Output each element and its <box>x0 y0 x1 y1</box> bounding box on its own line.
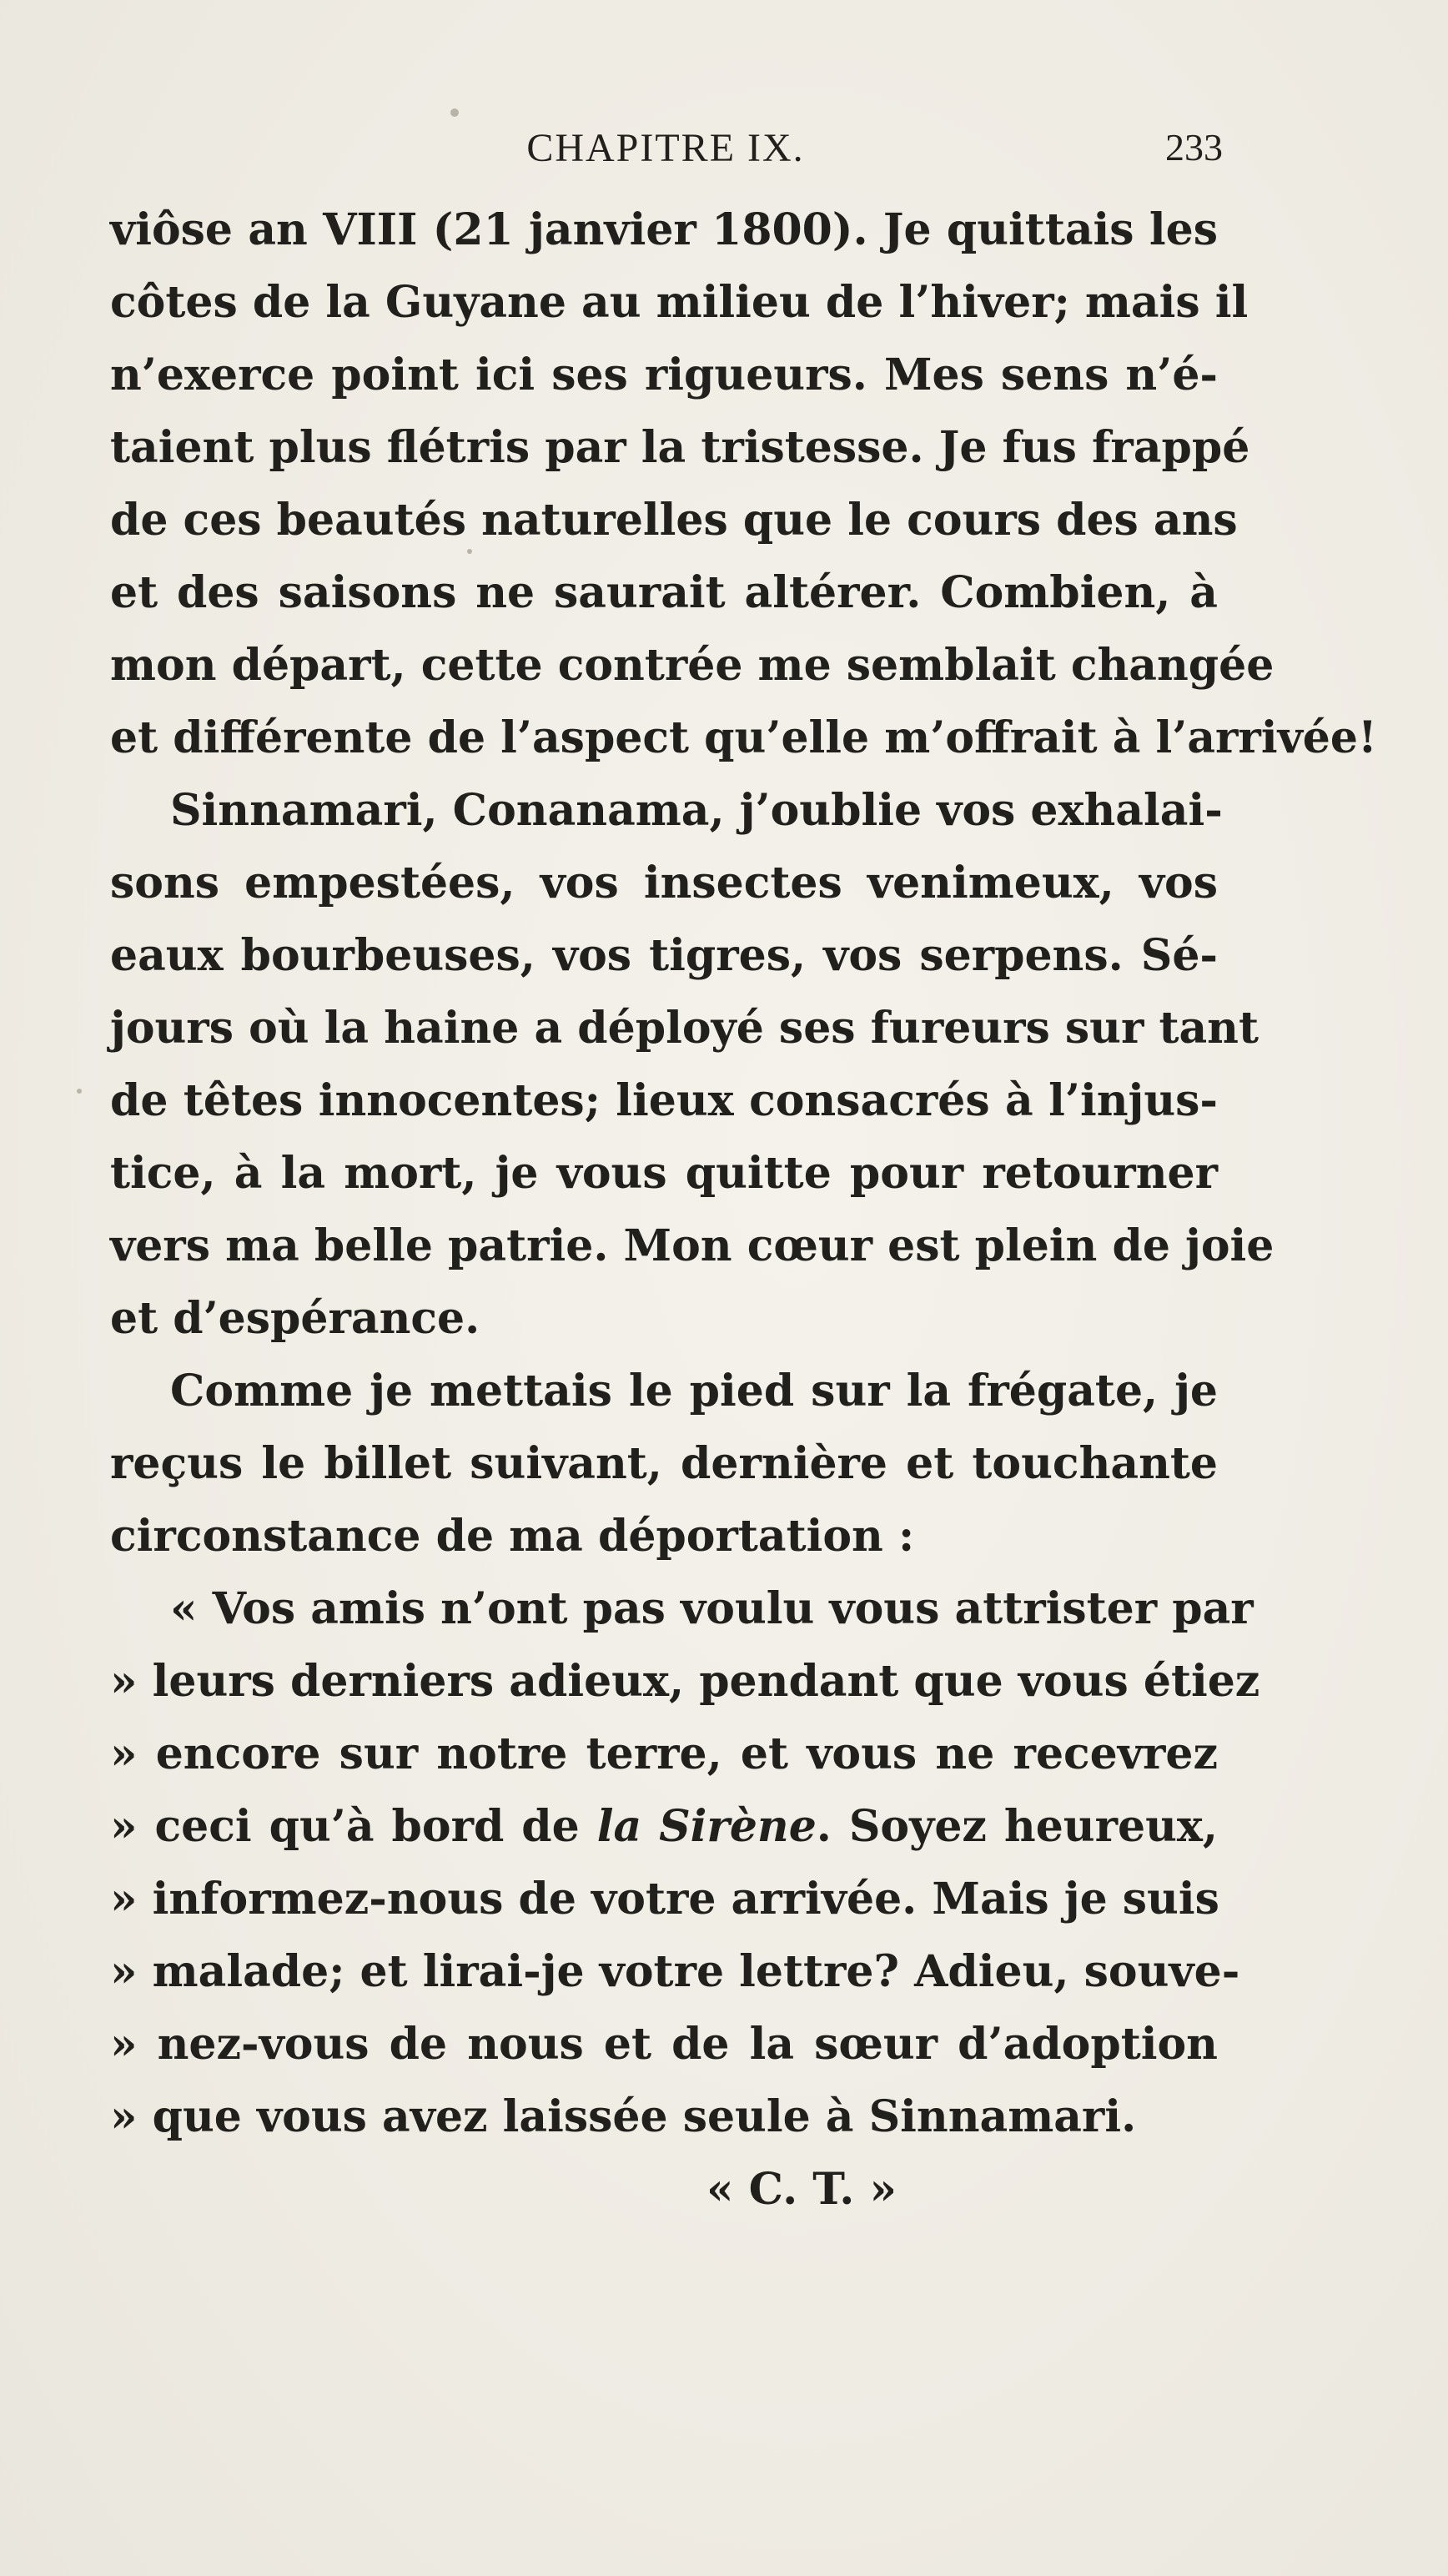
text-line: vers ma belle patrie. Mon cœur est plein de joie <box>110 1220 1275 1271</box>
text-line: de ces beautés naturelles que le cours des ans <box>110 495 1238 546</box>
page-number: 233 <box>1165 126 1223 169</box>
text-line: Sinnamari, Conanama, j’oublie vos exhalai- <box>170 785 1223 836</box>
body-text <box>110 194 1377 2226</box>
text-line: et d’espérance. <box>110 1293 480 1344</box>
text-line: » malade; et lirai-je votre lettre? Adieu, souve- <box>110 1946 1240 1997</box>
chapter-title: CHAPITRE IX. <box>526 126 805 170</box>
text-line: taient plus flétris par la tristesse. Je fus frappé <box>110 422 1250 473</box>
text-line: viôse an VIII (21 janvier 1800). Je quittais les <box>110 204 1218 255</box>
text-line: côtes de la Guyane au milieu de l’hiver; mais il <box>110 277 1249 328</box>
text-line: » nez-vous de nous et de la sœur d’adoption <box>110 2019 1218 2070</box>
text-line: « Vos amis n’ont pas voulu vous attrister par <box>170 1583 1254 1634</box>
text-line: circonstance de ma déportation : <box>110 1511 915 1562</box>
text-line: et des saisons ne saurait altérer. Combien, à <box>110 567 1218 618</box>
text-line: n’exerce point ici ses rigueurs. Mes sens n’é- <box>110 350 1218 400</box>
text-line: eaux bourbeuses, vos tigres, vos serpens. Sé- <box>110 930 1218 981</box>
ship-name: la Sirène <box>596 1801 817 1852</box>
text-line: » leurs derniers adieux, pendant que vous étiez <box>110 1656 1260 1707</box>
signature: « C. T. » <box>706 2164 897 2215</box>
text-line: » informez-nous de votre arrivée. Mais je suis <box>110 1874 1219 1924</box>
text-line: Comme je mettais le pied sur la frégate, je <box>170 1366 1218 1416</box>
paper-speck <box>450 108 459 117</box>
text-line: mon départ, cette contrée me semblait changée <box>110 640 1275 691</box>
paper-speck <box>77 1089 82 1094</box>
text-line: » ceci qu’à bord de la Sirène. Soyez heureux, <box>110 1801 1218 1852</box>
text-line: » que vous avez laissée seule à Sinnamari. <box>110 2091 1137 2142</box>
text-line: sons empestées, vos insectes venimeux, vos <box>110 858 1218 908</box>
paper-speck <box>467 549 472 554</box>
text-line: reçus le billet suivant, dernière et touchante <box>110 1438 1218 1489</box>
running-head <box>108 125 1223 184</box>
text-line: de têtes innocentes; lieux consacrés à l’injus- <box>110 1075 1218 1126</box>
text-line: tice, à la mort, je vous quitte pour retourner <box>110 1148 1218 1199</box>
text-line: et différente de l’aspect qu’elle m’offrait à l’arrivée! <box>110 712 1377 763</box>
text-line: » encore sur notre terre, et vous ne recevrez <box>110 1728 1218 1779</box>
text-line: jours où la haine a déployé ses fureurs sur tant <box>110 1003 1259 1054</box>
